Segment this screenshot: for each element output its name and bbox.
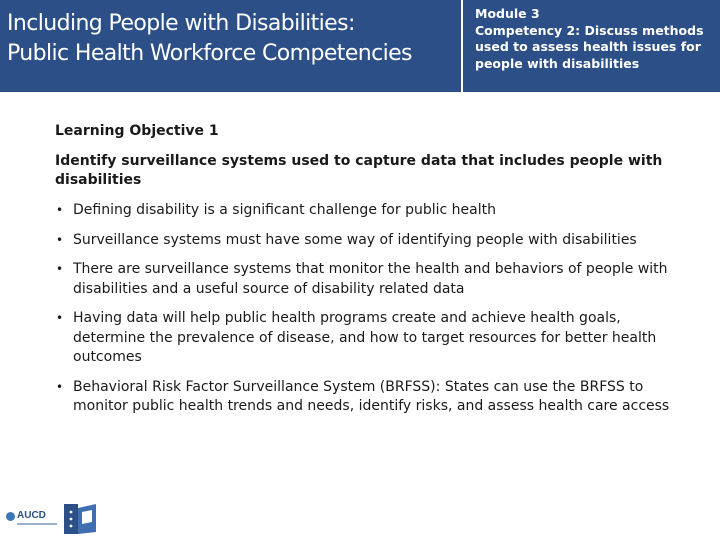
module-label: Module 3 bbox=[475, 6, 540, 21]
aucd-logo-icon bbox=[6, 512, 15, 521]
bullet-list bbox=[55, 201, 680, 417]
header-banner bbox=[0, 0, 720, 92]
page-title-line-1: Including People with Disabilities: bbox=[7, 11, 355, 36]
bullet-text: Having data will help public health programs create and achieve health goals, determine the prevalence of disease, and how to target resources for better health outcomes bbox=[73, 310, 657, 365]
bullet-text: Defining disability is a significant challenge for public health bbox=[73, 202, 496, 218]
competency-line-1: Competency 2: Discuss methods bbox=[475, 22, 704, 38]
bullet-text: Behavioral Risk Factor Surveillance System (BRFSS): States can use the BRFSS to monitor public health trends and needs, identify risks, and assess health care access bbox=[73, 378, 670, 414]
objective-title: Learning Objective 1 bbox=[55, 123, 219, 139]
bullet-item bbox=[55, 309, 680, 368]
bullet-item bbox=[55, 231, 680, 251]
header-divider bbox=[461, 0, 463, 92]
bullet-icon: • bbox=[56, 203, 64, 217]
aucd-logo-tagline bbox=[17, 523, 57, 525]
aucd-logo-text: AUCD bbox=[17, 510, 46, 521]
partner-logo-icon bbox=[62, 502, 100, 536]
bullet-icon: • bbox=[56, 262, 64, 276]
aucd-logo bbox=[6, 510, 58, 530]
objective-text: Identify surveillance systems used to capture data that includes people with disabilities bbox=[55, 153, 663, 188]
slide-content bbox=[55, 122, 680, 427]
page-title bbox=[7, 9, 457, 69]
bullet-item bbox=[55, 378, 680, 417]
bullet-text: Surveillance systems must have some way of identifying people with disabilities bbox=[73, 231, 637, 248]
bullet-item bbox=[55, 201, 680, 221]
bullet-text: There are surveillance systems that monitor the health and behaviors of people with disabilities and a useful source of disability related data bbox=[73, 261, 668, 297]
bullet-icon: • bbox=[56, 232, 64, 247]
page-title-line-2: Public Health Workforce Competencies bbox=[7, 41, 412, 66]
bullet-item bbox=[55, 260, 680, 299]
competency-line-2: used to assess health issues for bbox=[475, 39, 701, 54]
bullet-icon: • bbox=[56, 311, 64, 325]
competency-line-3: people with disabilities bbox=[475, 55, 640, 71]
bullet-icon: • bbox=[56, 379, 64, 394]
footer-logos bbox=[4, 498, 114, 538]
module-info bbox=[475, 6, 715, 72]
